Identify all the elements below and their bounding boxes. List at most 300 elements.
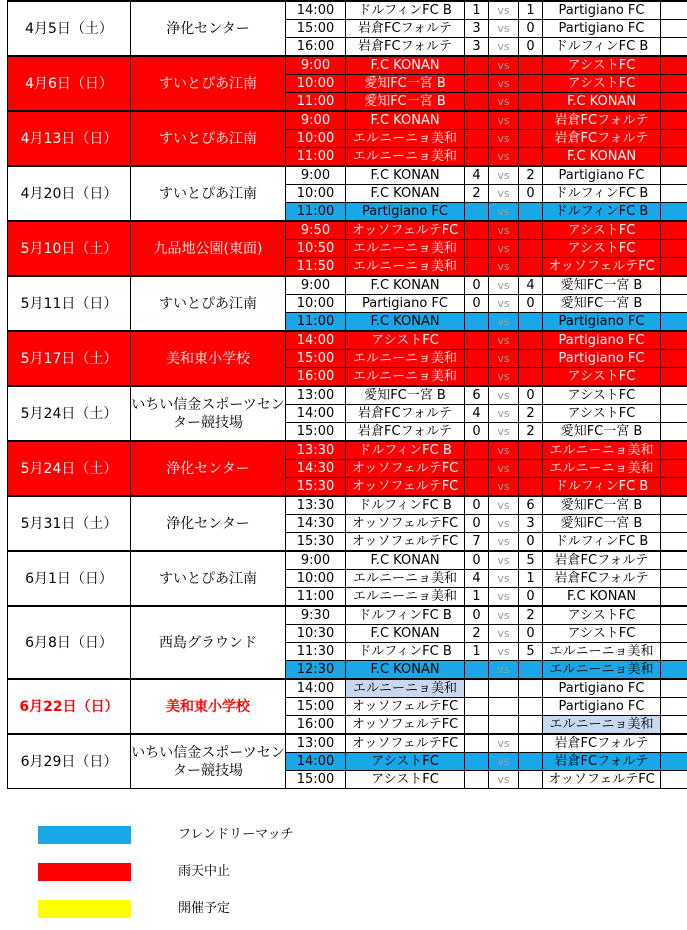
vs-label: vs [489, 625, 519, 643]
match-row [8, 551, 687, 570]
extra-cell [661, 496, 687, 515]
away-team: Partigiano FC [543, 20, 661, 38]
home-score [465, 734, 489, 753]
home-team: エルニーニョ美和 [346, 570, 465, 588]
home-team: オッソフェルテFC [346, 716, 465, 735]
vs-label: vs [489, 331, 519, 350]
away-score [519, 240, 543, 258]
extra-cell [661, 350, 687, 368]
extra-cell [661, 148, 687, 167]
vs-label: vs [489, 551, 519, 570]
home-score [465, 350, 489, 368]
extra-cell [661, 716, 687, 735]
vs-label: vs [489, 148, 519, 167]
vs-label [489, 679, 519, 698]
vs-label: vs [489, 496, 519, 515]
away-score: 0 [519, 386, 543, 405]
vs-label: vs [489, 533, 519, 552]
home-score [465, 753, 489, 771]
home-team: オッソフェルテFC [346, 698, 465, 716]
kickoff-time: 11:50 [286, 258, 346, 277]
venue: 浄化センター [131, 441, 286, 496]
away-team: アシストFC [543, 221, 661, 240]
away-score [519, 56, 543, 75]
away-team: F.C KONAN [543, 93, 661, 112]
home-team: エルニーニョ美和 [346, 258, 465, 277]
extra-cell [661, 276, 687, 295]
away-score [519, 221, 543, 240]
vs-label: vs [489, 56, 519, 75]
kickoff-time: 10:00 [286, 75, 346, 93]
kickoff-time: 9:50 [286, 221, 346, 240]
home-team: 愛知FC一宮 B [346, 75, 465, 93]
extra-cell [661, 75, 687, 93]
extra-cell [661, 698, 687, 716]
match-date: 5月10日（土） [8, 221, 131, 276]
home-team: ドルフィンFC B [346, 606, 465, 625]
away-team: 愛知FC一宮 B [543, 295, 661, 313]
legend-item-rain-cancel [38, 863, 338, 883]
vs-label: vs [489, 441, 519, 460]
away-score: 5 [519, 551, 543, 570]
extra-cell [661, 166, 687, 185]
match-date: 4月13日（日） [8, 111, 131, 166]
vs-label: vs [489, 588, 519, 607]
home-team: オッソフェルテFC [346, 460, 465, 478]
home-team: 愛知FC一宮 B [346, 93, 465, 112]
home-team: ドルフィンFC B [346, 496, 465, 515]
home-score [465, 148, 489, 167]
away-score: 3 [519, 515, 543, 533]
vs-label: vs [489, 643, 519, 661]
kickoff-time: 15:30 [286, 533, 346, 552]
match-row [8, 386, 687, 405]
home-team: エルニーニョ美和 [346, 350, 465, 368]
legend-swatch [38, 826, 131, 844]
extra-cell [661, 203, 687, 222]
extra-cell [661, 93, 687, 112]
away-team: 愛知FC一宮 B [543, 515, 661, 533]
vs-label: vs [489, 276, 519, 295]
home-team: ドルフィンFC B [346, 441, 465, 460]
vs-label: vs [489, 313, 519, 332]
extra-cell [661, 331, 687, 350]
kickoff-time: 14:00 [286, 679, 346, 698]
venue: 浄化センター [131, 1, 286, 56]
venue: すいとぴあ江南 [131, 551, 286, 606]
kickoff-time: 13:30 [286, 496, 346, 515]
home-score: 3 [465, 20, 489, 38]
away-score: 4 [519, 276, 543, 295]
away-team: Partigiano FC [543, 313, 661, 332]
match-row [8, 734, 687, 753]
away-team: アシストFC [543, 75, 661, 93]
away-team: アシストFC [543, 625, 661, 643]
schedule-table [7, 0, 687, 789]
away-team: Partigiano FC [543, 1, 661, 20]
home-team: 岩倉FCフォルテ [346, 423, 465, 442]
away-score [519, 203, 543, 222]
vs-label: vs [489, 221, 519, 240]
away-score: 0 [519, 20, 543, 38]
vs-label: vs [489, 460, 519, 478]
vs-label: vs [489, 38, 519, 57]
home-team: エルニーニョ美和 [346, 240, 465, 258]
venue: すいとぴあ江南 [131, 56, 286, 111]
home-team: 愛知FC一宮 B [346, 386, 465, 405]
vs-label: vs [489, 258, 519, 277]
match-row [8, 496, 687, 515]
extra-cell [661, 368, 687, 387]
match-date: 5月11日（日） [8, 276, 131, 331]
away-team: ドルフィンFC B [543, 478, 661, 497]
extra-cell [661, 405, 687, 423]
away-score [519, 661, 543, 680]
away-score: 1 [519, 570, 543, 588]
away-team: ドルフィンFC B [543, 38, 661, 57]
away-score [519, 460, 543, 478]
extra-cell [661, 423, 687, 442]
match-row [8, 111, 687, 130]
away-score: 0 [519, 185, 543, 203]
extra-cell [661, 20, 687, 38]
match-date: 6月22日（日） [8, 679, 131, 734]
match-date: 5月17日（土） [8, 331, 131, 386]
kickoff-time: 14:30 [286, 460, 346, 478]
vs-label: vs [489, 130, 519, 148]
extra-cell [661, 478, 687, 497]
away-team: エルニーニョ美和 [543, 460, 661, 478]
home-score: 4 [465, 166, 489, 185]
away-team: エルニーニョ美和 [543, 661, 661, 680]
venue: 美和東小学校 [131, 331, 286, 386]
away-score [519, 716, 543, 735]
venue: すいとぴあ江南 [131, 276, 286, 331]
home-team: エルニーニョ美和 [346, 588, 465, 607]
vs-label: vs [489, 350, 519, 368]
vs-label: vs [489, 240, 519, 258]
match-date: 6月29日（日） [8, 734, 131, 789]
extra-cell [661, 56, 687, 75]
match-row [8, 166, 687, 185]
home-team: エルニーニョ美和 [346, 130, 465, 148]
away-team: 岩倉FCフォルテ [543, 130, 661, 148]
match-date: 5月31日（土） [8, 496, 131, 551]
kickoff-time: 11:00 [286, 203, 346, 222]
kickoff-time: 10:30 [286, 625, 346, 643]
away-score: 0 [519, 625, 543, 643]
home-score [465, 313, 489, 332]
vs-label: vs [489, 185, 519, 203]
home-team: F.C KONAN [346, 551, 465, 570]
extra-cell [661, 185, 687, 203]
away-team: エルニーニョ美和 [543, 643, 661, 661]
venue: いちい信金スポーツセンター競技場 [131, 386, 286, 441]
kickoff-time: 15:30 [286, 478, 346, 497]
away-score: 0 [519, 533, 543, 552]
home-score [465, 771, 489, 789]
kickoff-time: 15:00 [286, 698, 346, 716]
match-row [8, 679, 687, 698]
home-score [465, 56, 489, 75]
venue: いちい信金スポーツセンター競技場 [131, 734, 286, 789]
extra-cell [661, 441, 687, 460]
vs-label: vs [489, 734, 519, 753]
extra-cell [661, 570, 687, 588]
home-score [465, 331, 489, 350]
home-team: 岩倉FCフォルテ [346, 38, 465, 57]
vs-label: vs [489, 20, 519, 38]
home-team: エルニーニョ美和 [346, 368, 465, 387]
away-score: 2 [519, 423, 543, 442]
away-team: エルニーニョ美和 [543, 716, 661, 735]
home-team: アシストFC [346, 331, 465, 350]
venue: すいとぴあ江南 [131, 166, 286, 221]
away-team: アシストFC [543, 606, 661, 625]
home-score [465, 130, 489, 148]
away-team: F.C KONAN [543, 148, 661, 167]
home-team: オッソフェルテFC [346, 533, 465, 552]
extra-cell [661, 258, 687, 277]
home-score: 0 [465, 423, 489, 442]
vs-label: vs [489, 661, 519, 680]
away-team: 岩倉FCフォルテ [543, 551, 661, 570]
away-team: 岩倉FCフォルテ [543, 570, 661, 588]
extra-cell [661, 771, 687, 789]
away-team: 愛知FC一宮 B [543, 276, 661, 295]
home-team: アシストFC [346, 753, 465, 771]
away-team: オッソフェルテFC [543, 771, 661, 789]
away-team: 愛知FC一宮 B [543, 423, 661, 442]
away-team: 岩倉FCフォルテ [543, 734, 661, 753]
home-team: 岩倉FCフォルテ [346, 20, 465, 38]
away-team: Partigiano FC [543, 166, 661, 185]
match-row [8, 606, 687, 625]
kickoff-time: 11:00 [286, 588, 346, 607]
home-score: 1 [465, 643, 489, 661]
kickoff-time: 9:30 [286, 606, 346, 625]
away-team: アシストFC [543, 368, 661, 387]
home-team: F.C KONAN [346, 313, 465, 332]
away-team: 愛知FC一宮 B [543, 496, 661, 515]
vs-label: vs [489, 111, 519, 130]
vs-label: vs [489, 606, 519, 625]
kickoff-time: 13:00 [286, 386, 346, 405]
extra-cell [661, 606, 687, 625]
extra-cell [661, 38, 687, 57]
home-score [465, 478, 489, 497]
away-team: F.C KONAN [543, 588, 661, 607]
extra-cell [661, 588, 687, 607]
home-score: 6 [465, 386, 489, 405]
kickoff-time: 14:00 [286, 331, 346, 350]
kickoff-time: 14:00 [286, 753, 346, 771]
home-score [465, 368, 489, 387]
vs-label: vs [489, 405, 519, 423]
away-score [519, 679, 543, 698]
extra-cell [661, 221, 687, 240]
kickoff-time: 16:00 [286, 38, 346, 57]
venue: すいとぴあ江南 [131, 111, 286, 166]
extra-cell [661, 753, 687, 771]
away-team: 岩倉FCフォルテ [543, 111, 661, 130]
away-score [519, 734, 543, 753]
vs-label: vs [489, 386, 519, 405]
vs-label: vs [489, 1, 519, 20]
away-score [519, 75, 543, 93]
away-score [519, 771, 543, 789]
legend-swatch [38, 863, 131, 881]
kickoff-time: 11:30 [286, 643, 346, 661]
home-score [465, 221, 489, 240]
home-score [465, 75, 489, 93]
vs-label: vs [489, 570, 519, 588]
venue: 美和東小学校 [131, 679, 286, 734]
vs-label: vs [489, 478, 519, 497]
home-team: F.C KONAN [346, 111, 465, 130]
away-team: アシストFC [543, 56, 661, 75]
away-score: 0 [519, 38, 543, 57]
home-score [465, 661, 489, 680]
home-score [465, 716, 489, 735]
away-score: 0 [519, 588, 543, 607]
away-team: Partigiano FC [543, 331, 661, 350]
home-score: 2 [465, 185, 489, 203]
venue: 九品地公園(東面) [131, 221, 286, 276]
match-date: 6月8日（日） [8, 606, 131, 679]
away-score [519, 441, 543, 460]
kickoff-time: 11:00 [286, 313, 346, 332]
kickoff-time: 10:00 [286, 185, 346, 203]
kickoff-time: 10:50 [286, 240, 346, 258]
home-score [465, 441, 489, 460]
match-row [8, 441, 687, 460]
home-score: 0 [465, 496, 489, 515]
kickoff-time: 14:30 [286, 515, 346, 533]
home-score: 1 [465, 588, 489, 607]
match-row [8, 331, 687, 350]
home-score: 4 [465, 570, 489, 588]
match-date: 5月24日（土） [8, 441, 131, 496]
home-score [465, 203, 489, 222]
home-team: エルニーニョ美和 [346, 679, 465, 698]
kickoff-time: 15:00 [286, 423, 346, 442]
extra-cell [661, 386, 687, 405]
home-team: Partigiano FC [346, 295, 465, 313]
kickoff-time: 14:00 [286, 1, 346, 20]
legend-label: 雨天中止 [178, 864, 231, 879]
extra-cell [661, 734, 687, 753]
kickoff-time: 16:00 [286, 368, 346, 387]
kickoff-time: 10:00 [286, 570, 346, 588]
home-team: F.C KONAN [346, 166, 465, 185]
extra-cell [661, 111, 687, 130]
home-team: 岩倉FCフォルテ [346, 405, 465, 423]
vs-label: vs [489, 423, 519, 442]
kickoff-time: 9:00 [286, 551, 346, 570]
match-row [8, 56, 687, 75]
home-score [465, 460, 489, 478]
match-row [8, 221, 687, 240]
kickoff-time: 9:00 [286, 111, 346, 130]
away-team: アシストFC [543, 386, 661, 405]
away-team: アシストFC [543, 405, 661, 423]
extra-cell [661, 643, 687, 661]
kickoff-time: 14:00 [286, 405, 346, 423]
vs-label: vs [489, 93, 519, 112]
vs-label: vs [489, 166, 519, 185]
vs-label: vs [489, 75, 519, 93]
away-team: Partigiano FC [543, 679, 661, 698]
away-team: ドルフィンFC B [543, 203, 661, 222]
home-team: ドルフィンFC B [346, 1, 465, 20]
match-date: 6月1日（日） [8, 551, 131, 606]
extra-cell [661, 1, 687, 20]
kickoff-time: 10:00 [286, 130, 346, 148]
home-score: 7 [465, 533, 489, 552]
home-team: F.C KONAN [346, 661, 465, 680]
home-team: Partigiano FC [346, 203, 465, 222]
legend-item-planned [38, 900, 338, 920]
extra-cell [661, 661, 687, 680]
away-team: 岩倉FCフォルテ [543, 753, 661, 771]
vs-label [489, 716, 519, 735]
home-team: F.C KONAN [346, 625, 465, 643]
away-team: Partigiano FC [543, 350, 661, 368]
kickoff-time: 13:00 [286, 734, 346, 753]
away-score [519, 350, 543, 368]
home-team: F.C KONAN [346, 56, 465, 75]
kickoff-time: 9:00 [286, 276, 346, 295]
away-team: ドルフィンFC B [543, 533, 661, 552]
away-score [519, 258, 543, 277]
away-score [519, 368, 543, 387]
away-score [519, 698, 543, 716]
away-score [519, 130, 543, 148]
kickoff-time: 12:30 [286, 661, 346, 680]
legend-label: フレンドリーマッチ [178, 827, 294, 842]
home-score [465, 698, 489, 716]
extra-cell [661, 515, 687, 533]
away-score: 2 [519, 606, 543, 625]
away-score: 6 [519, 496, 543, 515]
extra-cell [661, 679, 687, 698]
legend-item-friendly [38, 826, 338, 846]
home-team: オッソフェルテFC [346, 734, 465, 753]
kickoff-time: 11:00 [286, 93, 346, 112]
home-team: エルニーニョ美和 [346, 148, 465, 167]
home-team: F.C KONAN [346, 185, 465, 203]
venue: 西島グラウンド [131, 606, 286, 679]
match-date: 4月5日（土） [8, 1, 131, 56]
kickoff-time: 13:30 [286, 441, 346, 460]
vs-label: vs [489, 295, 519, 313]
extra-cell [661, 295, 687, 313]
away-score [519, 111, 543, 130]
away-team: エルニーニョ美和 [543, 441, 661, 460]
vs-label [489, 698, 519, 716]
away-score [519, 331, 543, 350]
kickoff-time: 15:00 [286, 350, 346, 368]
home-score: 1 [465, 1, 489, 20]
kickoff-time: 9:00 [286, 56, 346, 75]
away-score: 2 [519, 166, 543, 185]
venue: 浄化センター [131, 496, 286, 551]
extra-cell [661, 313, 687, 332]
vs-label: vs [489, 771, 519, 789]
away-score [519, 93, 543, 112]
home-score: 0 [465, 551, 489, 570]
